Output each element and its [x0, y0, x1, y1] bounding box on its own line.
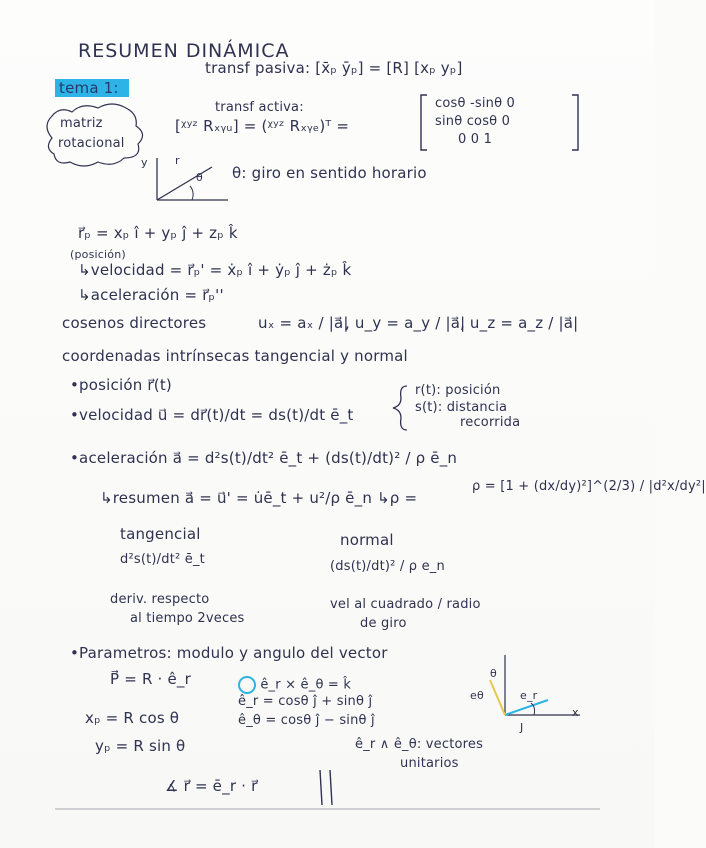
param-last: ∡ r⃗ = ē_r · r⃗: [165, 777, 258, 795]
param-eth: ê_θ = cosθ ĵ − sinθ ĵ: [238, 713, 375, 728]
param-cross: ê_r × ê_θ = k̂: [238, 676, 351, 694]
tema-label: tema 1:: [55, 80, 129, 97]
cosenos-ux: uₓ = aₓ / |a⃗|: [258, 314, 349, 332]
axis-r-line: [157, 167, 212, 200]
posicion-eq: r⃗ₚ = xₚ î + yₚ ĵ + zₚ k̂: [78, 224, 238, 242]
rotacional-label: rotacional: [58, 136, 125, 151]
cosenos-uz: , u_z = a_z / |a⃗|: [460, 314, 579, 332]
nota-recorrida: recorrida: [460, 415, 521, 430]
cosenos-uy: , u_y = a_y / |a⃗|: [345, 314, 466, 332]
normal-desc-2: de giro: [360, 616, 407, 631]
param-unit-2: unitarios: [400, 756, 459, 771]
cloud-outline: [47, 104, 143, 166]
nota-rt: r(t): posición: [415, 383, 501, 398]
double-bar-1: [320, 770, 322, 805]
transf-activa-label: transf activa:: [215, 100, 304, 115]
parametros-heading: •Parametros: modulo y angulo del vector: [70, 644, 388, 662]
param-yp: yₚ = R sin θ: [95, 737, 186, 755]
matrix-row-1: cosθ -sinθ 0: [435, 96, 516, 111]
param-unit-1: ê_r ∧ ê_θ: vectores: [355, 737, 484, 752]
tangencial-eq: d²s(t)/dt² ē_t: [120, 552, 205, 567]
transf-activa-eq: [ᵡʸᶻ Rₓᵧᵤ] = (ᵡʸᶻ Rₓᵧₑ)ᵀ =: [175, 117, 350, 135]
page-bottom-rule: [55, 808, 600, 810]
double-bar-2: [330, 770, 332, 805]
param-er: ê_r = cosθ ĵ + sinθ ĵ: [238, 694, 373, 709]
diagram-er-vector: [505, 700, 548, 715]
posicion-r: •posición r⃗(t): [70, 376, 172, 394]
axis-y-label: y: [141, 156, 148, 169]
diagram-er: e_r: [520, 689, 538, 702]
matrix-bracket-right: [572, 95, 578, 150]
cosenos-label: cosenos directores: [62, 314, 207, 332]
normal-label: normal: [340, 531, 394, 549]
param-p: P⃗ = R · ê_r: [110, 670, 191, 688]
velocidad-intrinseca: •velocidad u⃗ = dr⃗(t)/dt = ds(t)/dt ē_t: [70, 406, 354, 424]
rho-eq: ρ = [1 + (dx/dy)²]^(2/3) / |d²x/dy²|: [472, 479, 706, 494]
theta-arc: [190, 186, 193, 200]
coordenadas-heading: coordenadas intrínsecas tangencial y normal: [62, 347, 408, 365]
diagram-j: J: [520, 721, 524, 734]
matrix-bracket-left: [421, 95, 427, 150]
aceleracion-intrinseca: •aceleración a⃗ = d²s(t)/dt² ē_t + (ds(t)/dt)² / ρ ē_n: [70, 449, 458, 467]
diagram-x: x: [572, 706, 579, 719]
posicion-label: (posición): [70, 248, 126, 261]
matrix-row-2: sinθ cosθ 0: [435, 114, 511, 129]
aceleracion-eq: ↳aceleración = r⃗ₚ'': [78, 286, 224, 304]
axis-theta-label: θ: [196, 171, 203, 184]
tangencial-desc-1: deriv. respecto: [110, 592, 210, 607]
page-title: RESUMEN DINÁMICA: [78, 40, 290, 62]
nota-st: s(t): distancia: [415, 400, 508, 415]
giro-text: θ: giro en sentido horario: [232, 164, 427, 182]
transf-pasiva: transf pasiva: [x̄ₚ ȳₚ] = [R] [xₚ yₚ]: [205, 59, 463, 77]
param-xp: xₚ = R cos θ: [85, 709, 180, 727]
matrix-row-3: 0 0 1: [458, 132, 493, 147]
tangencial-desc-2: al tiempo 2veces: [130, 611, 245, 626]
normal-desc-1: vel al cuadrado / radio: [330, 597, 481, 612]
tangencial-label: tangencial: [120, 525, 201, 543]
resumen-eq: ↳resumen a⃗ = u⃗' = u̇ē_t + u²/ρ ē_n ↳ρ =: [100, 489, 418, 507]
diagram-etheta: eθ: [470, 689, 484, 702]
axis-r-label: r: [175, 154, 180, 167]
velocidad-eq: ↳velocidad = r⃗ₚ' = ẋₚ î + ẏₚ ĵ + żₚ k̂: [78, 261, 352, 279]
normal-eq: (ds(t)/dt)² / ρ e_n: [330, 559, 445, 574]
diagram-theta: θ: [490, 667, 497, 680]
curly-brace: [393, 386, 407, 430]
diagram-etheta-vector: [490, 680, 505, 715]
matriz-label: matriz: [60, 116, 103, 131]
